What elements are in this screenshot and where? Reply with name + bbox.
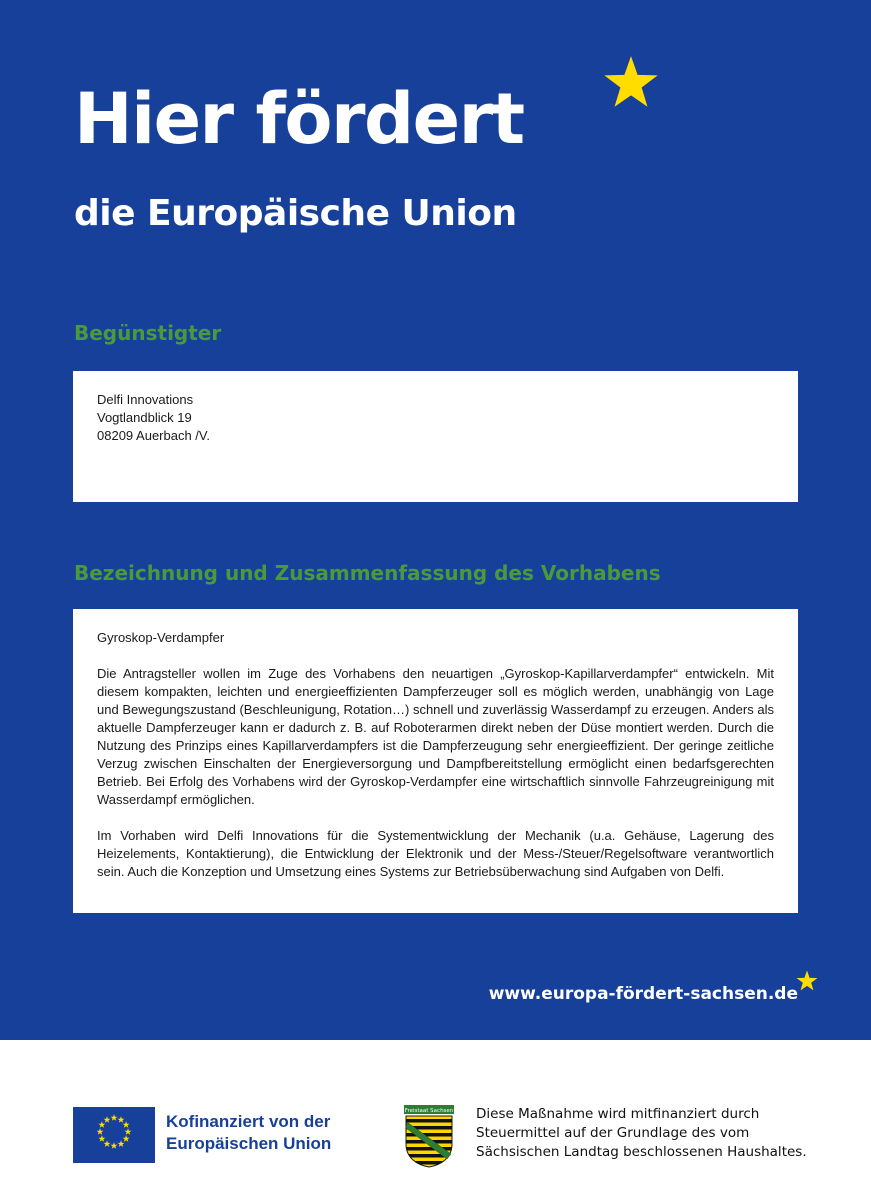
project-title: Bezeichnung und Zusammenfassung des Vorhabens [74, 561, 661, 585]
headline: Hier fördert [74, 78, 524, 160]
project-paragraph-1: Die Antragsteller wollen im Zuge des Vorhabens den neuartigen „Gyroskop-Kapillarverdampfer“ entwickeln. Mit diesem kompakten, leichten und energieeffizienten Dampferzeuger soll es möglich werden, unabhängig von Lage und Bewegungszustand (Beschleunigung, Rotation…) schnell und zuverlässig Wasserdampf zu erzeugen. Anders als aktuelle Dampferzeuger kann er dadurch z. B. auf Roboterarmen direkt neben der Düse montiert werden. Durch die Nutzung des Prinzips eines Kapillarverdampfers ist die Dampferzeugung sehr energieeffizient. Der geringe zeitliche Verzug zwischen Einschalten der Energieversorgung und Dampfbereitstellung ermöglicht einen bedarfsgerechten Betrieb. Bei Erfolg des Vorhabens wird der Gyroskop-Verdampfer eine wirtschaftlich sinnvolle Fahrzeugreinigung mit Wasserdampf ermöglichen. [97, 666, 774, 807]
project-paragraph-2: Im Vorhaben wird Delfi Innovations für die Systementwicklung der Mechanik (u.a. Gehäuse, Lagerung des Heizelements, Kontaktierung), die Entwicklung der Elektronik und der Mess-/Steuer/Regelsoftware verantwortlich sein. Auch die Konzeption und Umsetzung eines Systems zur Betriebsüberwachung sind Aufgaben von Delfi. [97, 828, 774, 879]
saxony-text-line-2: Steuermittel auf der Grundlage des vom [476, 1125, 750, 1141]
eu-text-line-1: Kofinanziert von der [166, 1112, 331, 1131]
subline: die Europäische Union [74, 193, 517, 234]
eu-cofinancing-text [166, 1111, 331, 1155]
project-box [73, 609, 798, 913]
beneficiary-name: Delfi Innovations [97, 392, 194, 407]
saxony-funding-text [476, 1105, 807, 1162]
eu-text-line-2: Europäischen Union [166, 1134, 332, 1153]
saxony-text-line-1: Diese Maßnahme wird mitfinanziert durch [476, 1106, 760, 1122]
saxony-coat-of-arms-icon [403, 1104, 455, 1168]
project-name: Gyroskop-Verdampfer [97, 630, 225, 645]
beneficiary-street: Vogtlandblick 19 [97, 410, 192, 425]
star-icon [796, 970, 818, 992]
svg-text:Freistaat Sachsen: Freistaat Sachsen [404, 1108, 454, 1114]
saxony-text-line-3: Sächsischen Landtag beschlossenen Haushaltes. [476, 1144, 807, 1160]
beneficiary-box [73, 371, 798, 502]
star-icon [603, 55, 659, 111]
eu-flag-icon [73, 1107, 155, 1163]
beneficiary-title: Begünstigter [74, 321, 222, 345]
website-link[interactable]: www.europa-fördert-sachsen.de [488, 984, 798, 1004]
beneficiary-city: 08209 Auerbach /V. [97, 428, 211, 443]
